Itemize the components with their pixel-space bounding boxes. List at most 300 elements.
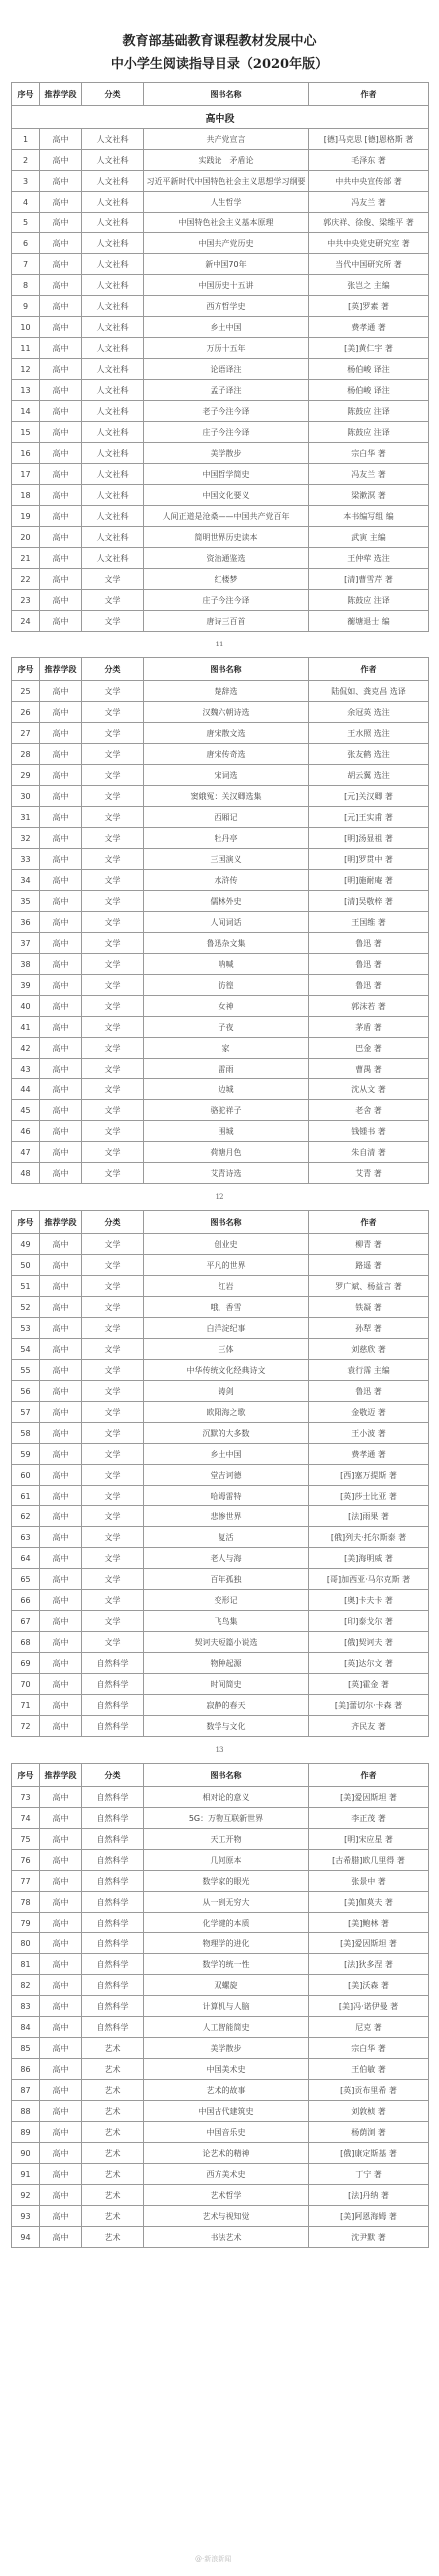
table-cell: 文学	[82, 954, 144, 975]
table-row	[12, 1163, 429, 1184]
table-cell: 文学	[82, 1163, 144, 1184]
table-cell: 高中	[40, 1590, 82, 1611]
table-cell: 高中	[40, 171, 82, 192]
table-row	[12, 1038, 429, 1059]
table-row	[12, 1486, 429, 1506]
table-cell: 文学	[82, 765, 144, 786]
table-cell: 人生哲学	[144, 192, 309, 213]
table-cell: 19	[12, 506, 40, 527]
table-row	[12, 233, 429, 254]
table-row	[12, 1506, 429, 1527]
table-row	[12, 590, 429, 611]
table-cell: 高中	[40, 2164, 82, 2185]
table-cell: 悲惨世界	[144, 1506, 309, 1527]
grade-row	[12, 106, 429, 129]
table-cell: 共产党宣言	[144, 129, 309, 150]
table-section	[11, 82, 428, 632]
table-cell: 三体	[144, 1339, 309, 1360]
table-cell: 西厢记	[144, 807, 309, 828]
reading-table	[11, 82, 429, 632]
column-header: 分类	[82, 83, 144, 106]
table-cell: 文学	[82, 1465, 144, 1486]
table-cell: 汉魏六朝诗选	[144, 702, 309, 723]
table-cell: 西方美术史	[144, 2164, 309, 2185]
reading-table	[11, 1210, 429, 1737]
table-cell: 21	[12, 548, 40, 569]
table-cell: 艾青 著	[309, 1163, 429, 1184]
table-row	[12, 1297, 429, 1318]
table-header-row	[12, 658, 429, 681]
table-cell: 相对论的意义	[144, 1787, 309, 1808]
table-row	[12, 2143, 429, 2164]
table-cell: 论艺术的精神	[144, 2143, 309, 2164]
table-cell: 74	[12, 1808, 40, 1829]
table-cell: 飞鸟集	[144, 1611, 309, 1632]
table-row	[12, 1653, 429, 1674]
table-row	[12, 828, 429, 849]
table-cell: [元]王实甫 著	[309, 807, 429, 828]
table-cell: 王小波 著	[309, 1423, 429, 1444]
table-cell: 楚辞选	[144, 681, 309, 702]
table-row	[12, 786, 429, 807]
table-cell: [美]鲍林 著	[309, 1913, 429, 1933]
column-header: 图书名称	[144, 83, 309, 106]
table-cell: 人文社科	[82, 401, 144, 422]
table-cell: 杨伯峻 译注	[309, 359, 429, 380]
table-cell: 86	[12, 2059, 40, 2080]
table-cell: 文学	[82, 891, 144, 912]
table-cell: 文学	[82, 723, 144, 744]
table-cell: [法]雨果 著	[309, 1506, 429, 1527]
document-title: 中小学生阅读指导目录（2020年版）	[110, 57, 329, 72]
table-cell: [美]黄仁宇 著	[309, 338, 429, 359]
table-row	[12, 150, 429, 171]
table-cell: 变形记	[144, 1590, 309, 1611]
table-cell: 47	[12, 1142, 40, 1163]
table-cell: 高中	[40, 1933, 82, 1954]
table-cell: 37	[12, 933, 40, 954]
table-cell: 高中	[40, 1234, 82, 1255]
table-cell: [法]丹纳 著	[309, 2185, 429, 2206]
table-cell: 高中	[40, 1444, 82, 1465]
table-cell: 人文社科	[82, 275, 144, 296]
table-cell: 刘敦桢 著	[309, 2101, 429, 2122]
table-cell: 人文社科	[82, 129, 144, 150]
table-cell: 高中	[40, 129, 82, 150]
table-cell: 自然科学	[82, 1954, 144, 1975]
table-cell: 杨伯峻 译注	[309, 380, 429, 401]
table-cell: 人文社科	[82, 548, 144, 569]
column-header: 推荐学段	[40, 83, 82, 106]
table-row	[12, 1569, 429, 1590]
table-cell: 尼克 著	[309, 2017, 429, 2038]
table-row	[12, 192, 429, 213]
table-cell: 自然科学	[82, 1913, 144, 1933]
table-cell: 高中	[40, 590, 82, 611]
table-cell: 唐诗三百首	[144, 611, 309, 632]
table-cell: 物理学的进化	[144, 1933, 309, 1954]
table-cell: 25	[12, 681, 40, 702]
table-cell: 60	[12, 1465, 40, 1486]
table-cell: 8	[12, 275, 40, 296]
table-cell: 文学	[82, 1527, 144, 1548]
table-cell: 26	[12, 702, 40, 723]
table-cell: 文学	[82, 1121, 144, 1142]
table-cell: 文学	[82, 1059, 144, 1079]
table-row	[12, 2122, 429, 2143]
table-cell: 李正茂 著	[309, 1808, 429, 1829]
table-cell: 78	[12, 1892, 40, 1913]
table-cell: 高中	[40, 1059, 82, 1079]
table-row	[12, 1255, 429, 1276]
table-cell: 文学	[82, 1318, 144, 1339]
table-header-row	[12, 83, 429, 106]
table-cell: 高中	[40, 1548, 82, 1569]
table-cell: 高中	[40, 380, 82, 401]
table-row	[12, 723, 429, 744]
table-cell: [俄]契诃夫 著	[309, 1632, 429, 1653]
table-cell: 堂吉诃德	[144, 1465, 309, 1486]
table-cell: 91	[12, 2164, 40, 2185]
table-cell: 袁行霈 主编	[309, 1360, 429, 1381]
table-cell: 冯友兰 著	[309, 464, 429, 485]
table-row	[12, 891, 429, 912]
table-cell: 高中	[40, 1381, 82, 1402]
table-cell: 陈鼓应 注译	[309, 401, 429, 422]
table-row	[12, 506, 429, 527]
table-cell: 老舍 著	[309, 1100, 429, 1121]
table-row	[12, 380, 429, 401]
table-cell: 66	[12, 1590, 40, 1611]
column-header: 作者	[309, 1764, 429, 1787]
table-cell: 28	[12, 744, 40, 765]
table-row	[12, 954, 429, 975]
table-cell: 人文社科	[82, 192, 144, 213]
table-cell: 71	[12, 1695, 40, 1716]
table-row	[12, 1423, 429, 1444]
column-header: 序号	[12, 658, 40, 681]
column-header: 分类	[82, 658, 144, 681]
table-row	[12, 1913, 429, 1933]
table-cell: 习近平新时代中国特色社会主义思想学习纲要	[144, 171, 309, 192]
table-cell: 61	[12, 1486, 40, 1506]
table-cell: 梁漱溟 著	[309, 485, 429, 506]
table-cell: [英]贡布里希 著	[309, 2080, 429, 2101]
table-cell: 雷雨	[144, 1059, 309, 1079]
table-cell: 文学	[82, 849, 144, 870]
table-row	[12, 1339, 429, 1360]
column-header: 作者	[309, 83, 429, 106]
table-cell: [奥]卡夫卡 著	[309, 1590, 429, 1611]
table-cell: 42	[12, 1038, 40, 1059]
table-cell: 钱锺书 著	[309, 1121, 429, 1142]
table-cell: 77	[12, 1871, 40, 1892]
table-cell: 子夜	[144, 1017, 309, 1038]
table-cell: 高中	[40, 1121, 82, 1142]
table-cell: 人文社科	[82, 443, 144, 464]
table-cell: 自然科学	[82, 1829, 144, 1850]
table-cell: 9	[12, 296, 40, 317]
table-cell: 5	[12, 213, 40, 233]
table-cell: 52	[12, 1297, 40, 1318]
table-row	[12, 1716, 429, 1737]
table-row	[12, 933, 429, 954]
table-row	[12, 1674, 429, 1695]
table-cell: [俄]康定斯基 著	[309, 2143, 429, 2164]
table-cell: 高中	[40, 996, 82, 1017]
table-row	[12, 1611, 429, 1632]
table-cell: 高中	[40, 464, 82, 485]
table-cell: 高中	[40, 338, 82, 359]
table-cell: 金敬迈 著	[309, 1402, 429, 1423]
table-cell: 自然科学	[82, 1892, 144, 1913]
table-cell: 艺术	[82, 2080, 144, 2101]
table-cell: 乡土中国	[144, 317, 309, 338]
table-cell: 18	[12, 485, 40, 506]
table-cell: 王国维 著	[309, 912, 429, 933]
table-row	[12, 2059, 429, 2080]
table-cell: [美]冯·诺伊曼 著	[309, 1996, 429, 2017]
table-cell: 高中	[40, 765, 82, 786]
table-cell: 陈鼓应 注译	[309, 590, 429, 611]
table-cell: 中共中央党史研究室 著	[309, 233, 429, 254]
table-row	[12, 317, 429, 338]
table-cell: 高中	[40, 569, 82, 590]
column-header: 推荐学段	[40, 658, 82, 681]
table-cell: 契诃夫短篇小说选	[144, 1632, 309, 1653]
table-cell: 曹禺 著	[309, 1059, 429, 1079]
table-cell: 张友鹤 选注	[309, 744, 429, 765]
table-cell: 51	[12, 1276, 40, 1297]
table-row	[12, 1933, 429, 1954]
table-cell: 蘅塘退士 编	[309, 611, 429, 632]
table-cell: 83	[12, 1996, 40, 2017]
table-cell: 郭庆祥、徐俊、梁维平 著	[309, 213, 429, 233]
table-cell: 高中	[40, 1465, 82, 1486]
table-cell: 高中	[40, 527, 82, 548]
table-cell: [西]塞万提斯 著	[309, 1465, 429, 1486]
table-cell: [美]爱因斯坦 著	[309, 1787, 429, 1808]
table-cell: 欧阳海之歌	[144, 1402, 309, 1423]
table-row	[12, 443, 429, 464]
table-cell: 人文社科	[82, 380, 144, 401]
table-cell: 文学	[82, 1100, 144, 1121]
table-cell: 高中	[40, 1276, 82, 1297]
table-cell: 文学	[82, 975, 144, 996]
table-cell: 中国共产党历史	[144, 233, 309, 254]
table-cell: 红岩	[144, 1276, 309, 1297]
table-cell: 窦娥冤：关汉卿选集	[144, 786, 309, 807]
table-row	[12, 527, 429, 548]
column-header: 分类	[82, 1764, 144, 1787]
table-row	[12, 275, 429, 296]
table-cell: 高中	[40, 975, 82, 996]
document-header	[0, 0, 439, 72]
table-cell: 89	[12, 2122, 40, 2143]
table-row	[12, 359, 429, 380]
table-row	[12, 1527, 429, 1548]
column-header: 作者	[309, 1211, 429, 1234]
table-cell: 人文社科	[82, 527, 144, 548]
table-cell: 高中	[40, 1975, 82, 1996]
table-row	[12, 1975, 429, 1996]
table-cell: 4	[12, 192, 40, 213]
table-cell: 高中	[40, 150, 82, 171]
table-cell: 高中	[40, 233, 82, 254]
table-cell: [清]吴敬梓 著	[309, 891, 429, 912]
table-cell: 铸剑	[144, 1381, 309, 1402]
table-cell: 文学	[82, 1444, 144, 1465]
table-row	[12, 996, 429, 1017]
table-row	[12, 912, 429, 933]
table-cell: 柳青 著	[309, 1234, 429, 1255]
table-cell: 文学	[82, 569, 144, 590]
table-cell: 54	[12, 1339, 40, 1360]
table-row	[12, 1360, 429, 1381]
table-cell: 85	[12, 2038, 40, 2059]
table-cell: 93	[12, 2206, 40, 2227]
table-cell: 31	[12, 807, 40, 828]
table-cell: 76	[12, 1850, 40, 1871]
table-cell: 老人与海	[144, 1548, 309, 1569]
table-cell: 68	[12, 1632, 40, 1653]
page-number: 11	[215, 641, 224, 648]
table-cell: 高中	[40, 317, 82, 338]
table-cell: 文学	[82, 1423, 144, 1444]
table-cell: 文学	[82, 1381, 144, 1402]
table-header-row	[12, 1764, 429, 1787]
table-cell: 数学与文化	[144, 1716, 309, 1737]
table-cell: 文学	[82, 681, 144, 702]
table-row	[12, 1059, 429, 1079]
table-cell: 高中	[40, 1632, 82, 1653]
table-cell: 高中	[40, 506, 82, 527]
table-cell: 沈尹默 著	[309, 2227, 429, 2248]
table-row	[12, 296, 429, 317]
table-row	[12, 1892, 429, 1913]
table-cell: 沉默的大多数	[144, 1423, 309, 1444]
table-cell: 72	[12, 1716, 40, 1737]
table-cell: 高中	[40, 933, 82, 954]
table-cell: 骆驼祥子	[144, 1100, 309, 1121]
table-cell: 高中	[40, 2206, 82, 2227]
table-row	[12, 401, 429, 422]
table-cell: 高中	[40, 1318, 82, 1339]
table-cell: 文学	[82, 1506, 144, 1527]
table-cell: 庄子今注今译	[144, 422, 309, 443]
column-header: 推荐学段	[40, 1211, 82, 1234]
table-cell: 59	[12, 1444, 40, 1465]
table-row	[12, 702, 429, 723]
table-cell: 艺术	[82, 2206, 144, 2227]
table-cell: 80	[12, 1933, 40, 1954]
table-cell: 艺术哲学	[144, 2185, 309, 2206]
table-row	[12, 213, 429, 233]
table-cell: 复活	[144, 1527, 309, 1548]
table-cell: 书法艺术	[144, 2227, 309, 2248]
table-cell: 高中	[40, 681, 82, 702]
table-cell: 陆侃如、龚克昌 选译	[309, 681, 429, 702]
table-cell: 高中	[40, 1996, 82, 2017]
table-cell: 16	[12, 443, 40, 464]
table-cell: 自然科学	[82, 1695, 144, 1716]
table-cell: 毛泽东 著	[309, 150, 429, 171]
table-cell: 高中	[40, 275, 82, 296]
table-cell: 高中	[40, 1829, 82, 1850]
table-cell: [德]马克思 [德]恩格斯 著	[309, 129, 429, 150]
table-cell: 寂静的春天	[144, 1695, 309, 1716]
table-cell: [美]海明威 著	[309, 1548, 429, 1569]
table-cell: 文学	[82, 1276, 144, 1297]
table-cell: 6	[12, 233, 40, 254]
table-cell: 48	[12, 1163, 40, 1184]
table-cell: 艺术	[82, 2185, 144, 2206]
table-cell: [英]霍金 著	[309, 1674, 429, 1695]
table-cell: 14	[12, 401, 40, 422]
table-cell: 高中	[40, 912, 82, 933]
table-cell: 高中	[40, 485, 82, 506]
column-header: 图书名称	[144, 658, 309, 681]
table-cell: 40	[12, 996, 40, 1017]
table-cell: 55	[12, 1360, 40, 1381]
table-cell: 张岂之 主编	[309, 275, 429, 296]
table-cell: 高中	[40, 807, 82, 828]
table-cell: 鲁迅 著	[309, 1381, 429, 1402]
table-cell: 45	[12, 1100, 40, 1121]
table-cell: 文学	[82, 807, 144, 828]
table-row	[12, 1808, 429, 1829]
table-cell: 高中	[40, 2143, 82, 2164]
table-row	[12, 2038, 429, 2059]
table-section	[11, 657, 428, 1184]
table-cell: [明]施耐庵 著	[309, 870, 429, 891]
table-cell: 文学	[82, 1255, 144, 1276]
table-cell: 自然科学	[82, 1871, 144, 1892]
column-header: 图书名称	[144, 1764, 309, 1787]
reading-table	[11, 657, 429, 1184]
table-row	[12, 1829, 429, 1850]
table-cell: 乡土中国	[144, 1444, 309, 1465]
table-row	[12, 975, 429, 996]
table-cell: 荷塘月色	[144, 1142, 309, 1163]
table-row	[12, 464, 429, 485]
table-row	[12, 1465, 429, 1486]
table-row	[12, 1850, 429, 1871]
table-cell: 高中	[40, 1787, 82, 1808]
table-cell: 文学	[82, 702, 144, 723]
table-cell: 90	[12, 2143, 40, 2164]
table-cell: 朱自清 著	[309, 1142, 429, 1163]
table-cell: 唐宋传奇选	[144, 744, 309, 765]
table-cell: 高中	[40, 1017, 82, 1038]
table-cell: 罗广斌、杨益言 著	[309, 1276, 429, 1297]
table-row	[12, 1100, 429, 1121]
table-cell: 高中	[40, 1402, 82, 1423]
table-cell: 92	[12, 2185, 40, 2206]
column-header: 推荐学段	[40, 1764, 82, 1787]
table-cell: 彷徨	[144, 975, 309, 996]
table-cell: 人间词话	[144, 912, 309, 933]
reading-list	[0, 82, 439, 2248]
reading-table	[11, 1763, 429, 2248]
table-cell: 43	[12, 1059, 40, 1079]
table-row	[12, 1381, 429, 1402]
table-cell: 高中	[40, 891, 82, 912]
table-row	[12, 2185, 429, 2206]
table-cell: 人工智能简史	[144, 2017, 309, 2038]
table-cell: 15	[12, 422, 40, 443]
table-cell: 当代中国研究所 著	[309, 254, 429, 275]
